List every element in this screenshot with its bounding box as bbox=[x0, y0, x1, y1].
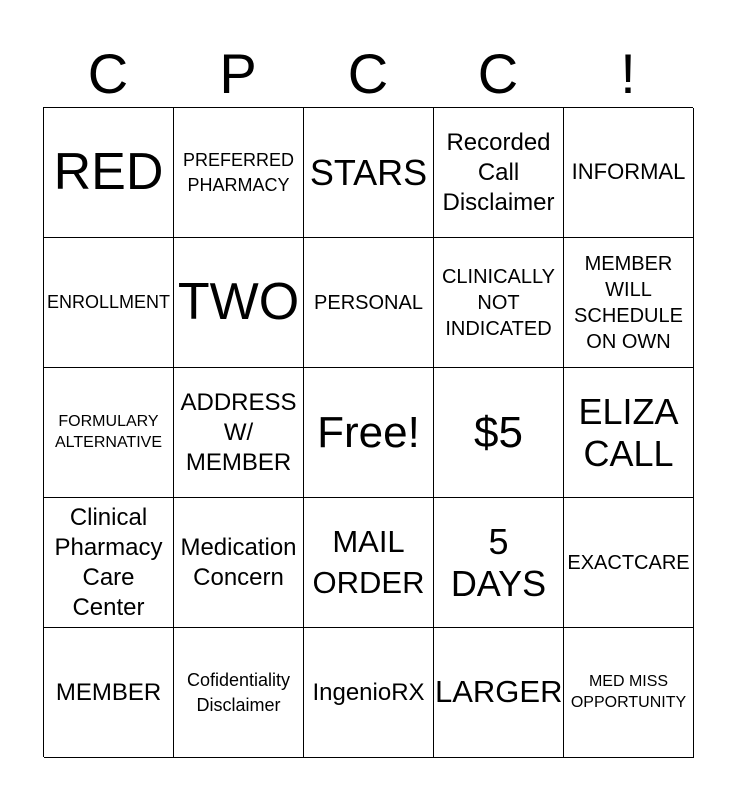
cell-text: FORMULARY ALTERNATIVE bbox=[55, 412, 162, 451]
bingo-board bbox=[43, 107, 693, 757]
header-letter-1: C bbox=[87, 42, 129, 105]
bingo-cell[interactable] bbox=[434, 498, 564, 628]
cell-text: EXACTCARE bbox=[567, 551, 690, 574]
bingo-cell[interactable] bbox=[564, 498, 694, 628]
cell-text: CLINICALLY NOT INDICATED bbox=[441, 265, 555, 340]
bingo-cell[interactable] bbox=[174, 238, 304, 368]
cell-text: $5 bbox=[474, 407, 523, 457]
bingo-cell[interactable] bbox=[304, 498, 434, 628]
bingo-cell free-space[interactable] bbox=[304, 368, 434, 498]
cell-text: MAIL ORDER bbox=[312, 524, 425, 600]
bingo-cell[interactable] bbox=[564, 108, 694, 238]
cell-text: Medication Concern bbox=[180, 533, 297, 591]
bingo-cell[interactable] bbox=[304, 628, 434, 758]
cell-text: TWO bbox=[177, 273, 300, 332]
header-letter-5: ! bbox=[620, 42, 636, 105]
cell-text: MEMBER bbox=[55, 678, 162, 706]
bingo-cell[interactable] bbox=[434, 368, 564, 498]
bingo-cell[interactable] bbox=[174, 498, 304, 628]
header-letter-2: P bbox=[219, 42, 257, 105]
bingo-cell[interactable] bbox=[304, 108, 434, 238]
bingo-cell[interactable] bbox=[174, 628, 304, 758]
bingo-cell[interactable] bbox=[44, 238, 174, 368]
cell-text: MED MISS OPPORTUNITY bbox=[570, 672, 687, 711]
bingo-cell[interactable] bbox=[44, 628, 174, 758]
header-letter-3: C bbox=[347, 42, 389, 105]
cell-text: RED bbox=[53, 143, 164, 202]
cell-text: ELIZA CALL bbox=[578, 391, 679, 474]
cell-text: LARGER bbox=[435, 674, 563, 710]
cell-text: ADDRESS W/ MEMBER bbox=[180, 388, 297, 476]
cell-text: PERSONAL bbox=[314, 291, 423, 314]
cell-text: Cofidentiality Disclaimer bbox=[186, 670, 291, 715]
bingo-cell[interactable] bbox=[44, 108, 174, 238]
bingo-cell[interactable] bbox=[44, 498, 174, 628]
bingo-cell[interactable] bbox=[174, 108, 304, 238]
bingo-cell[interactable] bbox=[434, 628, 564, 758]
cell-text: IngenioRX bbox=[312, 678, 425, 706]
bingo-cell[interactable] bbox=[434, 108, 564, 238]
cell-text: ENROLLMENT bbox=[46, 292, 171, 313]
cell-text: STARS bbox=[309, 151, 428, 193]
bingo-cell[interactable] bbox=[564, 238, 694, 368]
header-letter-4: C bbox=[477, 42, 519, 105]
cell-text: INFORMAL bbox=[571, 159, 686, 185]
bingo-cell[interactable] bbox=[564, 368, 694, 498]
cell-text: Recorded Call Disclaimer bbox=[442, 128, 555, 216]
bingo-cell[interactable] bbox=[44, 368, 174, 498]
cell-text: Clinical Pharmacy Care Center bbox=[54, 503, 163, 621]
bingo-header bbox=[43, 40, 693, 108]
cell-text: PREFERRED PHARMACY bbox=[182, 150, 294, 195]
cell-text: MEMBER WILL SCHEDULE ON OWN bbox=[574, 252, 683, 353]
bingo-cell[interactable] bbox=[174, 368, 304, 498]
bingo-cell[interactable] bbox=[564, 628, 694, 758]
bingo-cell[interactable] bbox=[434, 238, 564, 368]
cell-text: 5 DAYS bbox=[450, 521, 547, 604]
bingo-cell[interactable] bbox=[304, 238, 434, 368]
cell-text: Free! bbox=[317, 407, 420, 457]
